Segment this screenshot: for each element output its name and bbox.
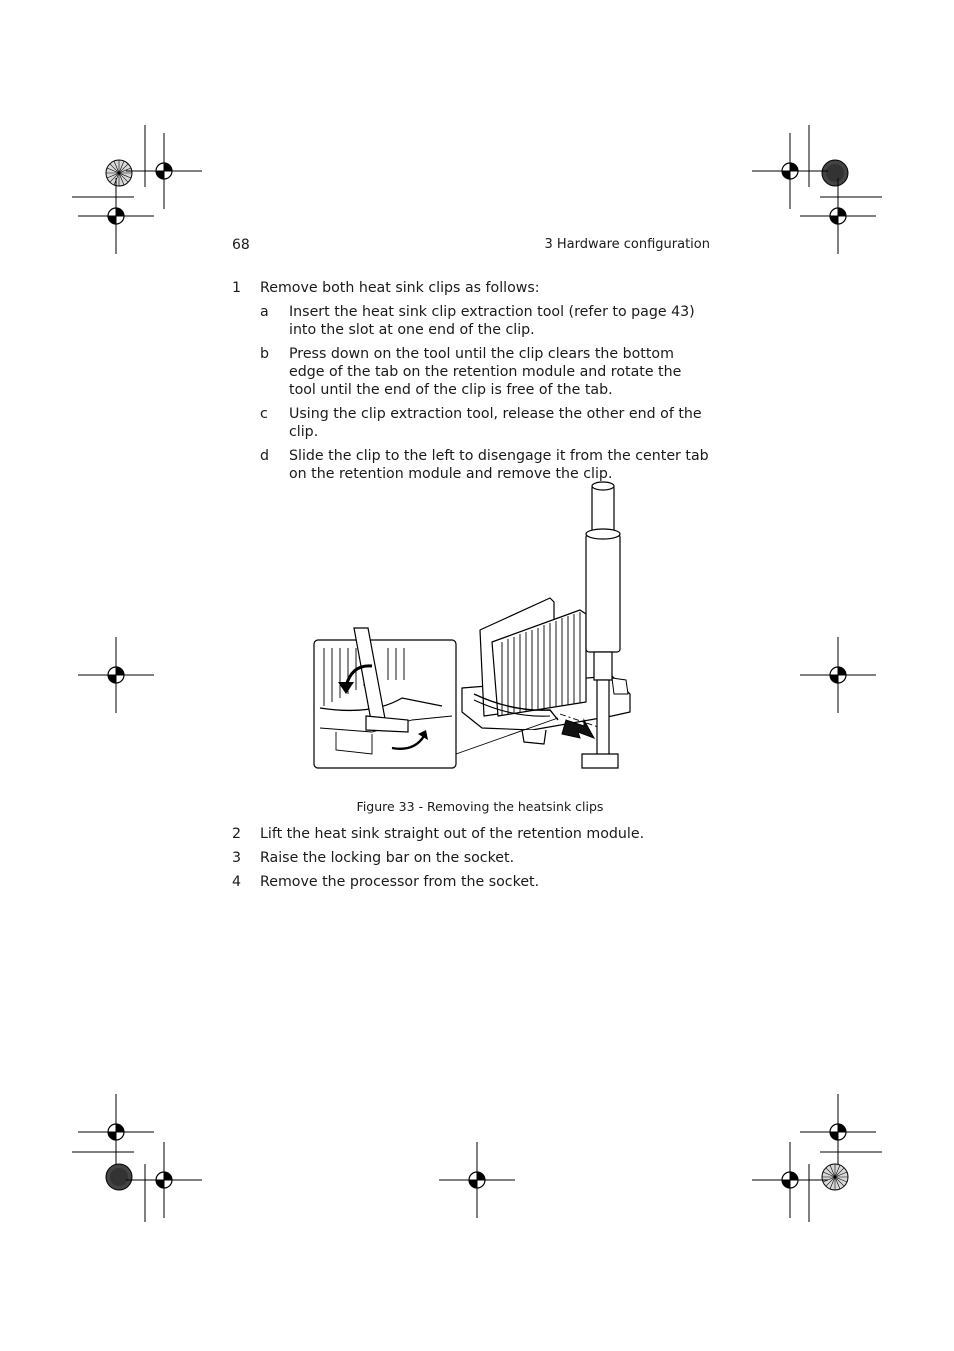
step-number: 1	[232, 280, 242, 296]
registration-cross-mark	[126, 1142, 202, 1218]
substep-letter: b	[260, 346, 270, 362]
page-number: 68	[232, 237, 250, 253]
procedure-steps-part2	[232, 825, 712, 897]
step-number: 2	[232, 826, 242, 842]
substep-text: Insert the heat sink clip extraction tool (refer to page 43) into the slot at one end of the clip.	[289, 304, 695, 338]
registration-cross-mark	[800, 1094, 876, 1170]
registration-cross-mark	[126, 133, 202, 209]
registration-cross-mark	[752, 133, 828, 209]
substep-letter: c	[260, 406, 268, 422]
substep-letter: a	[260, 304, 269, 320]
registration-cross-mark	[78, 637, 154, 713]
substep-a	[260, 303, 712, 339]
figure-caption: Figure 33 - Removing the heatsink clips	[356, 799, 604, 814]
step-2	[232, 825, 712, 843]
registration-cross-mark	[800, 637, 876, 713]
running-header-section: 3 Hardware configuration	[544, 237, 710, 252]
step-text: Remove the processor from the socket.	[260, 874, 540, 890]
substep-c	[260, 405, 712, 441]
substep-text: Slide the clip to the left to disengage it from the center tab on the retention module and remove the clip.	[289, 448, 709, 482]
registration-cross-mark	[439, 1142, 515, 1218]
registration-star-mark	[106, 160, 132, 186]
step-text: Lift the heat sink straight out of the retention module.	[260, 826, 645, 842]
registration-cross-mark	[78, 178, 154, 254]
substep-b	[260, 345, 712, 399]
registration-star-mark	[822, 1164, 848, 1190]
step-text: Raise the locking bar on the socket.	[260, 850, 515, 866]
step-1	[232, 279, 712, 297]
substep-text: Press down on the tool until the clip clears the bottom edge of the tab on the retention module and rotate the tool until the end of the clip is free of the tab.	[289, 346, 682, 398]
step-3	[232, 849, 712, 867]
registration-dark-mark	[106, 1164, 132, 1190]
registration-cross-mark	[752, 1142, 828, 1218]
substep-text: Using the clip extraction tool, release the other end of the clip.	[289, 406, 702, 440]
registration-cross-mark	[800, 178, 876, 254]
substep-letter: d	[260, 448, 270, 464]
registration-dark-mark	[822, 160, 848, 186]
step-4	[232, 873, 712, 891]
heatsink-clip-removal-illustration	[312, 480, 642, 776]
step-number: 4	[232, 874, 242, 890]
step-number: 3	[232, 850, 242, 866]
substep-d	[260, 447, 712, 483]
registration-cross-mark	[78, 1094, 154, 1170]
procedure-steps-part1	[232, 279, 712, 489]
step-text: Remove both heat sink clips as follows:	[260, 280, 540, 296]
